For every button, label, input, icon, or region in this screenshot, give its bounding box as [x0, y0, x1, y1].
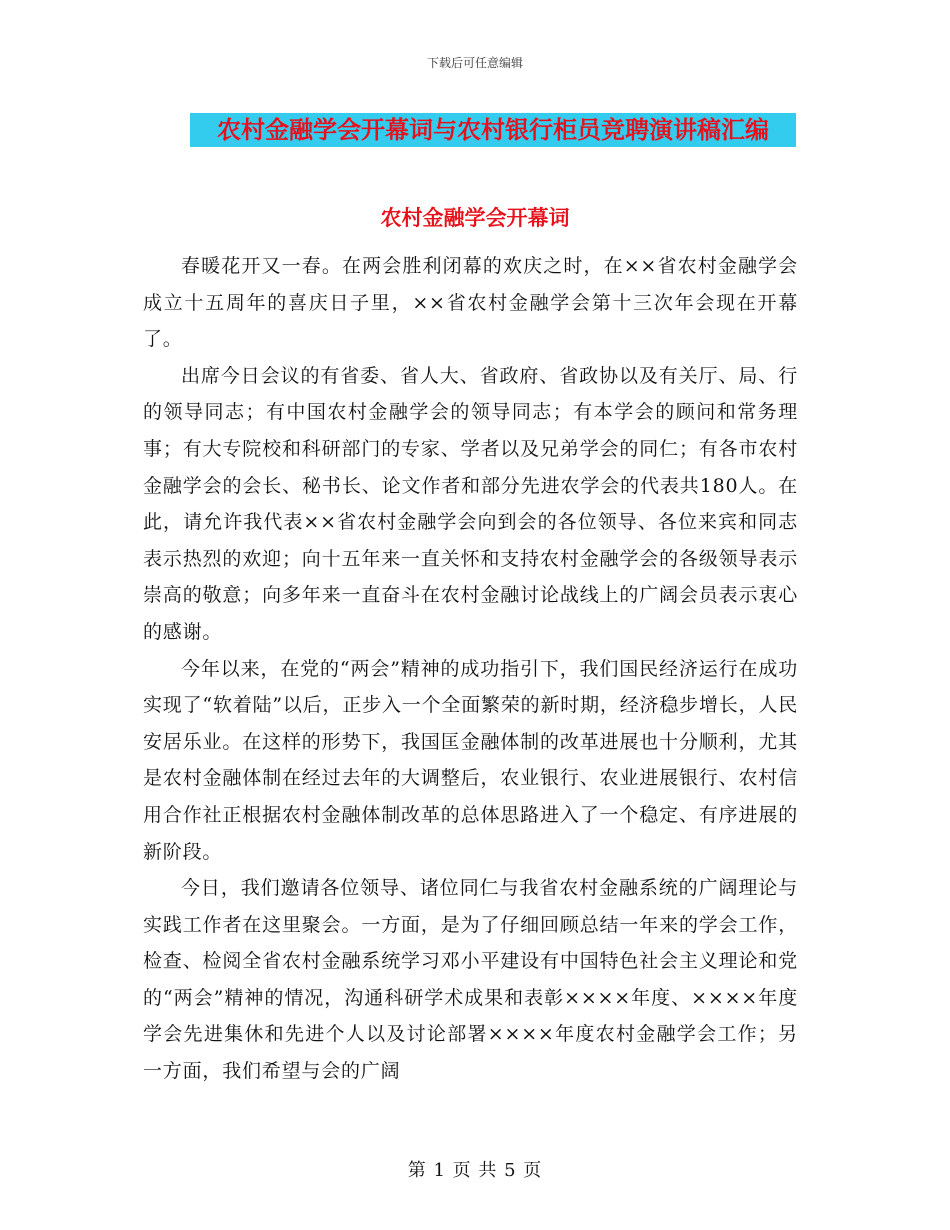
- document-title: 农村金融学会开幕词与农村银行柜员竞聘演讲稿汇编: [190, 113, 796, 147]
- page-header-note: 下载后可任意编辑: [426, 56, 523, 70]
- paragraph: 今日，我们邀请各位领导、诸位同仁与我省农村金融系统的广阔理论与实践工作者在这里聚会。一方面，是为了仔细回顾总结一年来的学会工作，检查、检阅全省农村金融系统学习邓小平建设有中国特色社会主义理论和党的“两会”精神的情况，沟通科研学术成果和表彰××××年度、××××年度学会先进集休和先进个人以及讨论部署××××年度农村金融学会工作；另一方面，我们希望与会的广阔: [143, 877, 798, 1083]
- page-number: 第 1 页 共 5 页: [407, 1160, 543, 1181]
- paragraph: 出席今日会议的有省委、省人大、省政府、省政协以及有关厅、局、行的领导同志；有中国农村金融学会的领导同志；有本学会的顾问和常务理事；有大专院校和科研部门的专家、学者以及兄弟学会的同仁；有各市农村金融学会的会长、秘书长、论文作者和部分先进农学会的代表共180人。在此，请允许我代表××省农村金融学会向到会的各位领导、各位来宾和同志表示热烈的欢迎；向十五年来一直关怀和支持农村金融学会的各级领导表示崇高的敬意；向多年来一直奋斗在农村金融讨论战线上的广阔会员表示衷心的感谢。: [143, 364, 798, 643]
- document-body: [143, 248, 798, 1090]
- paragraph: 春暖花开又一春。在两会胜利闭幕的欢庆之时，在××省农村金融学会成立十五周年的喜庆日子里，××省农村金融学会第十三次年会现在开幕了。: [143, 255, 798, 351]
- section-title: 农村金融学会开幕词: [380, 205, 570, 230]
- paragraph: 今年以来，在党的“两会”精神的成功指引下，我们国民经济运行在成功实现了“软着陆”以后，正步入一个全面繁荣的新时期，经济稳步增长，人民安居乐业。在这样的形势下，我国匡金融体制的改革进展也十分顺利，尤其是农村金融体制在经过去年的大调整后，农业银行、农业进展银行、农村信用合作社正根据农村金融体制改革的总体思路进入了一个稳定、有序进展的新阶段。: [143, 657, 798, 863]
